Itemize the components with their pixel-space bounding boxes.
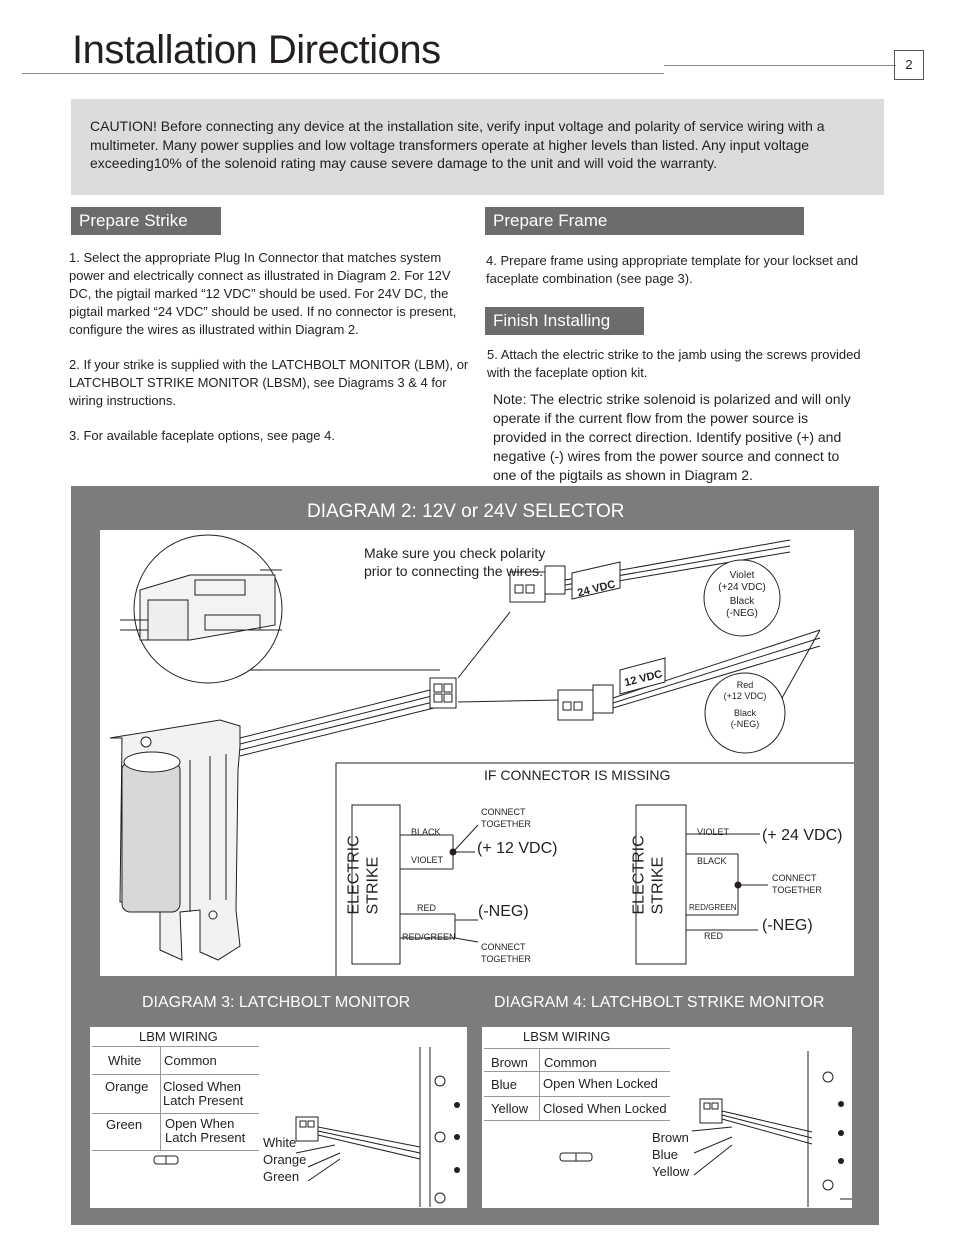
polarity-check-note: Make sure you check polarity prior to connecting the wires. bbox=[364, 545, 546, 579]
right-plus-24-vdc: (+ 24 VDC) bbox=[762, 827, 843, 844]
left-connect-together-bottom: CONNECT TOGETHER bbox=[481, 942, 531, 964]
finish-installing-heading: Finish Installing bbox=[485, 307, 644, 335]
lbsm-row-1-wire: Brown bbox=[491, 1055, 528, 1070]
caution-text: CAUTION! Before connecting any device at the installation site, verify input voltage and polarity of service wiring with a multimeter. Many power supplies and low voltage transformers operate at higher levels than listed. Any input voltage exceeding10% of the solenoid rating may cause severe damage to the unit and will void the warranty. bbox=[90, 118, 825, 171]
right-wire-red-green: RED/GREEN bbox=[689, 903, 737, 912]
missing-connector-title: IF CONNECTOR IS MISSING bbox=[484, 767, 671, 783]
prepare-strike-step-3: 3. For available faceplate options, see page 4. bbox=[69, 428, 335, 443]
lbsm-row-2-wire: Blue bbox=[491, 1077, 518, 1092]
left-wire-red: RED bbox=[417, 903, 437, 913]
diagram-3-title: DIAGRAM 3: LATCHBOLT MONITOR bbox=[142, 994, 411, 1011]
page-title: Installation Directions bbox=[72, 28, 441, 72]
right-electric-strike-label: ELECTRIC STRIKE bbox=[630, 835, 667, 915]
prepare-frame-heading: Prepare Frame bbox=[485, 207, 804, 235]
lbm-row-2-function: Closed When Latch Present bbox=[163, 1079, 244, 1108]
right-wire-black: BLACK bbox=[697, 856, 727, 866]
caution-box bbox=[71, 99, 884, 195]
lbm-row-1-wire: White bbox=[108, 1053, 142, 1068]
prepare-frame-step-4: 4. Prepare frame using appropriate template for your lockset and faceplate combination (see page 3). bbox=[486, 253, 859, 286]
page-number: 2 bbox=[894, 50, 924, 80]
title-rule bbox=[22, 73, 664, 74]
right-neg: (-NEG) bbox=[762, 917, 813, 934]
lbm-wiring-title: LBM WIRING bbox=[139, 1029, 218, 1044]
lbsm-row-2-function: Open When Locked bbox=[543, 1076, 658, 1091]
finish-installing-step-5: 5. Attach the electric strike to the jamb using the screws provided with the faceplate option kit. bbox=[487, 347, 861, 380]
left-electric-strike-label: ELECTRIC STRIKE bbox=[345, 835, 382, 915]
diagram-2-title: DIAGRAM 2: 12V or 24V SELECTOR bbox=[307, 501, 625, 522]
lbm-row-2-wire: Orange bbox=[105, 1079, 149, 1094]
title-rule-right bbox=[664, 65, 896, 66]
right-wire-red: RED bbox=[704, 931, 724, 941]
lbsm-row-3-function: Closed When Locked bbox=[543, 1101, 667, 1116]
polarity-note: Note: The electric strike solenoid is polarized and will only operate if the current flow from the power source is provided in the correct direction. Identify positive (+) and negative (-) wires from the power source and connect to one of the pigtails as shown in Diagram 2. bbox=[493, 391, 851, 483]
left-connect-together-top: CONNECT TOGETHER bbox=[481, 807, 531, 829]
right-connect-together: CONNECT TOGETHER bbox=[772, 873, 822, 895]
lbsm-row-1-function: Common bbox=[544, 1055, 597, 1070]
right-wire-violet: VIOLET bbox=[697, 827, 730, 837]
lbm-row-3-function: Open When Latch Present bbox=[165, 1116, 246, 1145]
lbm-row-3-wire: Green bbox=[106, 1117, 143, 1132]
prepare-strike-step-1: 1. Select the appropriate Plug In Connector that matches system power and electrically connect as illustrated in Diagram 2. For 12V DC, the pigtail marked “12 VDC” should be used. For 24V DC, the pigtail marked “24 VDC” should be used. If no connector is present, configure the wires as illustrated within Diagram 2. bbox=[69, 250, 457, 337]
prepare-strike-heading: Prepare Strike bbox=[71, 207, 221, 235]
prepare-strike-step-2: 2. If your strike is supplied with the LATCHBOLT MONITOR (LBM), or LATCHBOLT STRIKE MONITOR (LBSM), see Diagrams 3 & 4 for wiring instructions. bbox=[69, 357, 469, 408]
callout-12-labels: Red (+12 VDC) Black (-NEG) bbox=[723, 680, 767, 729]
lbsm-wire-labels: Brown Blue Yellow bbox=[652, 1130, 690, 1179]
left-wire-black: BLACK bbox=[411, 827, 441, 837]
diagram-4-title: DIAGRAM 4: LATCHBOLT STRIKE MONITOR bbox=[494, 994, 825, 1011]
lbm-row-1-function: Common bbox=[164, 1053, 217, 1068]
lbsm-wiring-title: LBSM WIRING bbox=[523, 1029, 611, 1044]
left-wire-violet: VIOLET bbox=[411, 855, 444, 865]
tag-24-vdc: 24 VDC bbox=[576, 578, 617, 600]
callout-24-labels: Violet (+24 VDC) Black (-NEG) bbox=[718, 570, 766, 619]
lbsm-row-3-wire: Yellow bbox=[491, 1101, 529, 1116]
left-wire-red-green: RED/GREEN bbox=[402, 932, 456, 942]
left-neg: (-NEG) bbox=[478, 903, 529, 920]
diagram-4-illustration bbox=[482, 1027, 852, 1208]
tag-12-vdc: 12 VDC bbox=[623, 668, 664, 690]
left-plus-12-vdc: (+ 12 VDC) bbox=[477, 840, 558, 857]
lbm-wire-labels: White Orange Green bbox=[263, 1135, 307, 1184]
